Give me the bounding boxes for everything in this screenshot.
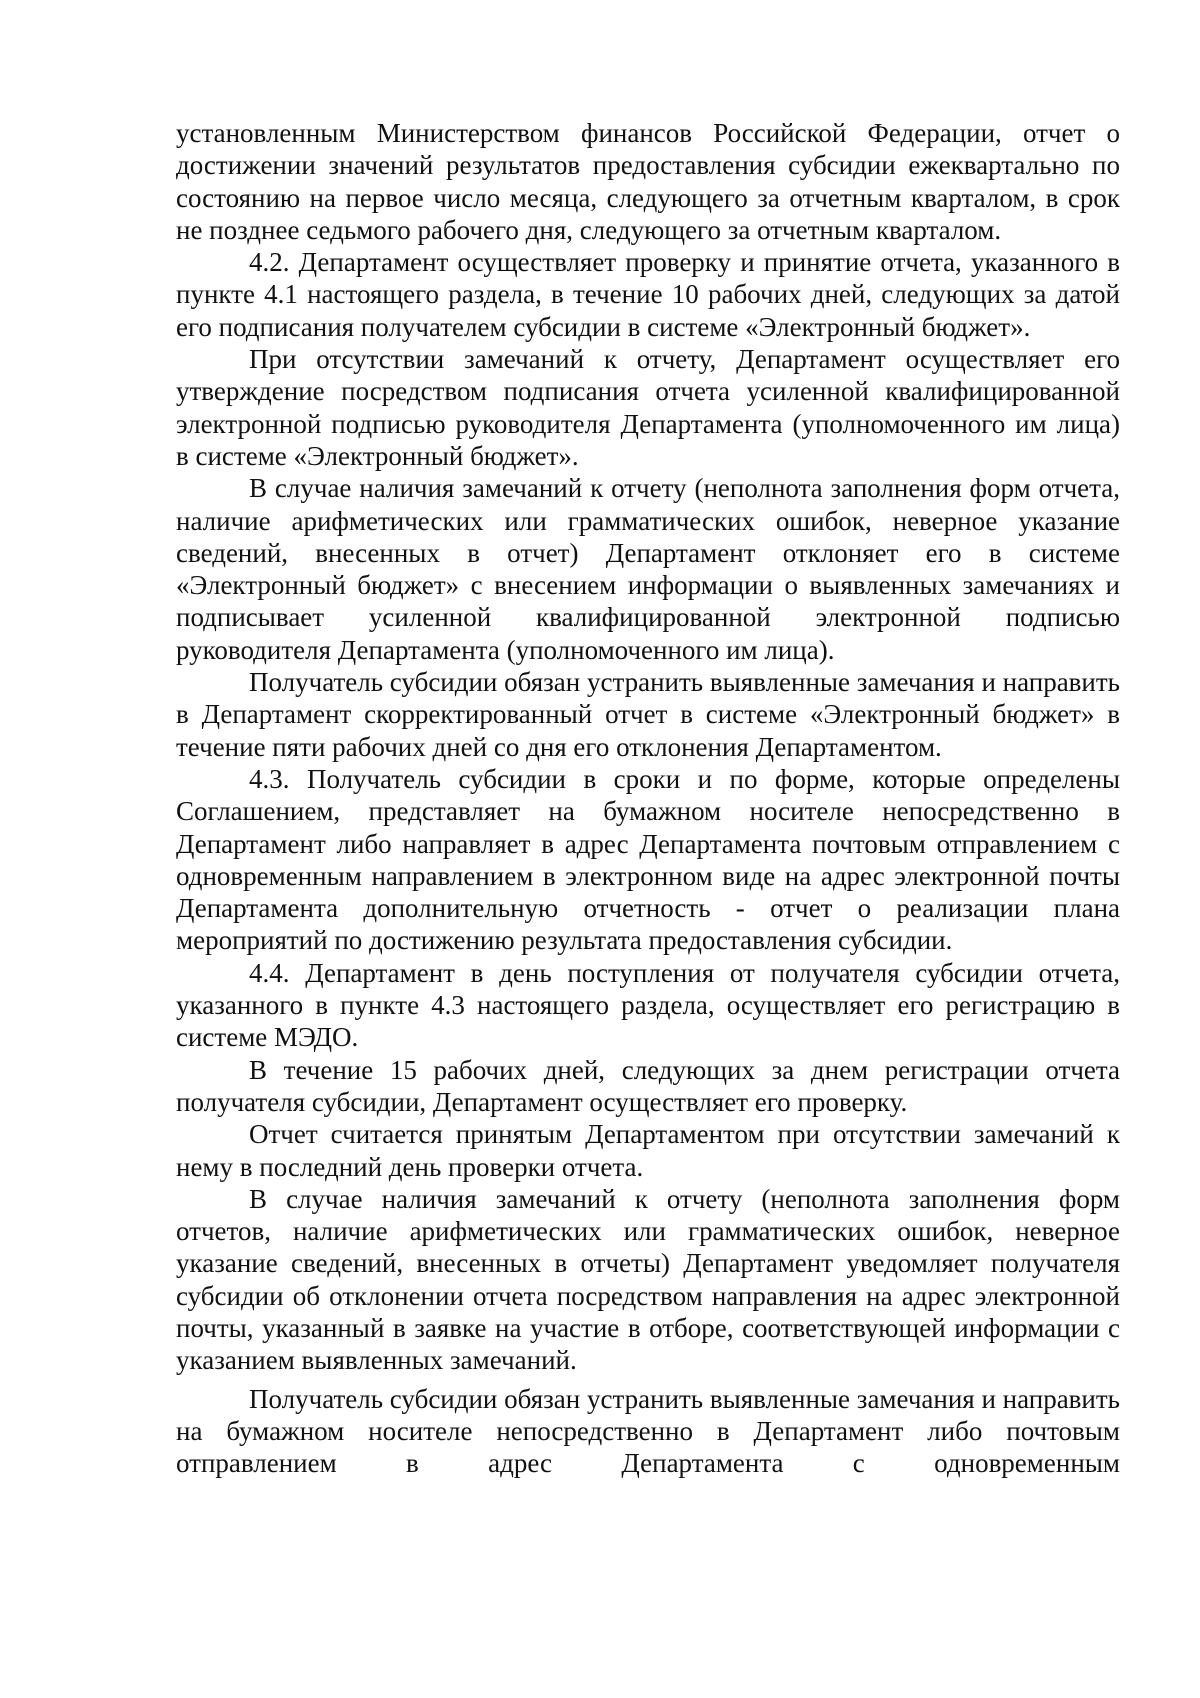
paragraph-report-accepted: Отчет считается принятым Департаментом при отсутствии замечаний к нему в последний день проверки отчета. — [176, 1119, 1120, 1182]
paragraph-4-3: 4.3. Получатель субсидии в сроки и по форме, которые определены Соглашением, представляет на бумажном носителе непосредственно в Департамент либо направляет в адрес Департамента почтовым отправлением с одновременным направлением в электронном виде на адрес электронной почты Департамента дополнительную отчетность - отчет о реализации плана мероприятий по достижению результата предоставления субсидии. — [176, 763, 1120, 956]
paragraph-fix-remarks-paper: Получатель субсидии обязан устранить выявленные замечания и направить на бумажном носителе непосредственно в Департамент либо почтовым отправлением в адрес Департамента с одновременным — [176, 1383, 1120, 1479]
paragraph-report-deadline: установленным Министерством финансов Российской Федерации, отчет о достижении значений результатов предоставления субсидии ежеквартально по состоянию на первое число месяца, следующего за отчетным кварталом, в срок не позднее седьмого рабочего дня, следующего за отчетным кварталом. — [176, 118, 1120, 245]
paragraph-15-days-check: В течение 15 рабочих дней, следующих за днем регистрации отчета получателя субсидии, Департамент осуществляет его проверку. — [176, 1054, 1120, 1117]
paragraph-4-2: 4.2. Департамент осуществляет проверку и принятие отчета, указанного в пункте 4.1 настоящего раздела, в течение 10 рабочих дней, следующих за датой его подписания получателем субсидии в системе «Электронный бюджет». — [176, 247, 1120, 342]
paragraph-4-4: 4.4. Департамент в день поступления от получателя субсидии отчета, указанного в пункте 4.3 настоящего раздела, осуществляет его регистрацию в системе МЭДО. — [176, 957, 1120, 1053]
paragraph-no-remarks-approval: При отсутствии замечаний к отчету, Департамент осуществляет его утверждение посредством подписания отчета усиленной квалифицированной электронной подписью руководителя Департамента (уполномоченного им лица) в системе «Электронный бюджет». — [176, 344, 1120, 471]
paragraph-fix-remarks-electronic: Получатель субсидии обязан устранить выявленные замечания и направить в Департамент скорректированный отчет в системе «Электронный бюджет» в течение пяти рабочих дней со дня его отклонения Департаментом. — [176, 667, 1120, 762]
paragraph-remarks-notification: В случае наличия замечаний к отчету (неполнота заполнения форм отчетов, наличие арифметических или грамматических ошибок, неверное указание сведений, внесенных в отчеты) Департамент уведомляет получателя субсидии об отклонении отчета посредством направления на адрес электронной почты, указанный в заявке на участие в отборе, соответствующей информации с указанием выявленных замечаний. — [176, 1183, 1120, 1376]
paragraph-remarks-rejection: В случае наличия замечаний к отчету (неполнота заполнения форм отчета, наличие арифметических или грамматических ошибок, неверное указание сведений, внесенных в отчет) Департамент отклоняет его в системе «Электронный бюджет» с внесением информации о выявленных замечаниях и подписывает усиленной квалифицированной электронной подписью руководителя Департамента (уполномоченного им лица). — [176, 473, 1120, 665]
document-body — [176, 117, 1120, 1479]
